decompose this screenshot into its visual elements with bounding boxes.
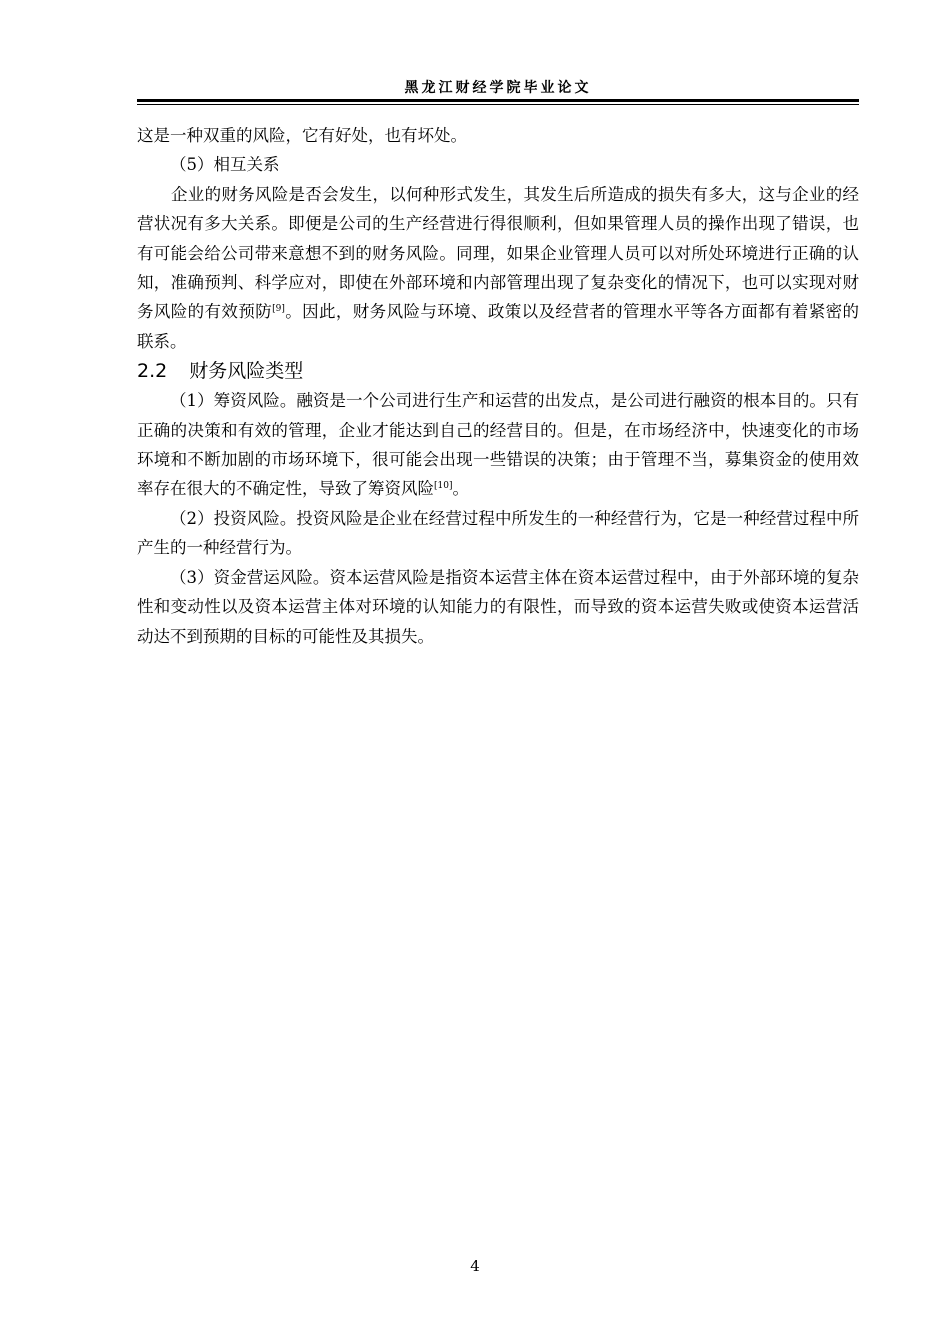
paragraph-financing-risk [137,386,859,504]
header-rule-thin [137,104,859,105]
paragraph-text: （1）筹资风险。融资是一个公司进行生产和运营的出发点，是公司进行融资的根本目的。只有正确的决策和有效的管理，企业才能达到自己的经营目的。但是，在市场经济中，快速变化的市场环境和不断加剧的市场环境下，很可能会出现一些错误的决策；由于管理不当，募集资金的使用效率存在很大的不确定性，导致了筹资风险 [137,391,859,499]
section-number: 2.2 [137,360,168,383]
paragraph-mutual-relation [137,180,859,356]
paragraph-text: 。 [452,479,469,499]
citation-ref: [9] [272,304,285,315]
page-number: 4 [470,1257,480,1275]
page-body [137,121,859,651]
paragraph-operating-risk: （3）资金营运风险。资本运营风险是指资本运营主体在资本运营过程中，由于外部环境的复杂性和变动性以及资本运营主体对环境的认知能力的有限性，而导致的资本运营失败或使资本运营活动达不到预期的目标的可能性及其损失。 [137,567,859,646]
paragraph-text: 企业的财务风险是否会发生，以何种形式发生，其发生后所造成的损失有多大，这与企业的经营状况有多大关系。即便是公司的生产经营进行得很顺利，但如果管理人员的操作出现了错误，也有可能会给公司带来意想不到的财务风险。同理，如果企业管理人员可以对所处环境进行正确的认知，准确预判、科学应对，即使在外部环境和内部管理出现了复杂变化的情况下，也可以实现对财务风险的有效预防 [137,184,859,322]
paragraph-text: 。因此，财务风险与环境、政策以及经营者的管理水平等各方面都有着紧密的联系。 [137,302,860,351]
citation-ref: [10] [434,481,453,492]
page-header-title: 黑龙江财经学院毕业论文 [404,80,592,96]
header-rule-thick [137,99,859,102]
section-title: 财务风险类型 [189,360,304,383]
paragraph-investment-risk: （2）投资风险。投资风险是企业在经营过程中所发生的一种经营行为，它是一种经营过程中所产生的一种经营行为。 [137,508,859,558]
subheading-mutual-relation: （5）相互关系 [170,155,280,175]
section-heading [137,356,859,386]
paragraph-double-risk: 这是一种双重的风险，它有好处，也有坏处。 [137,126,467,145]
